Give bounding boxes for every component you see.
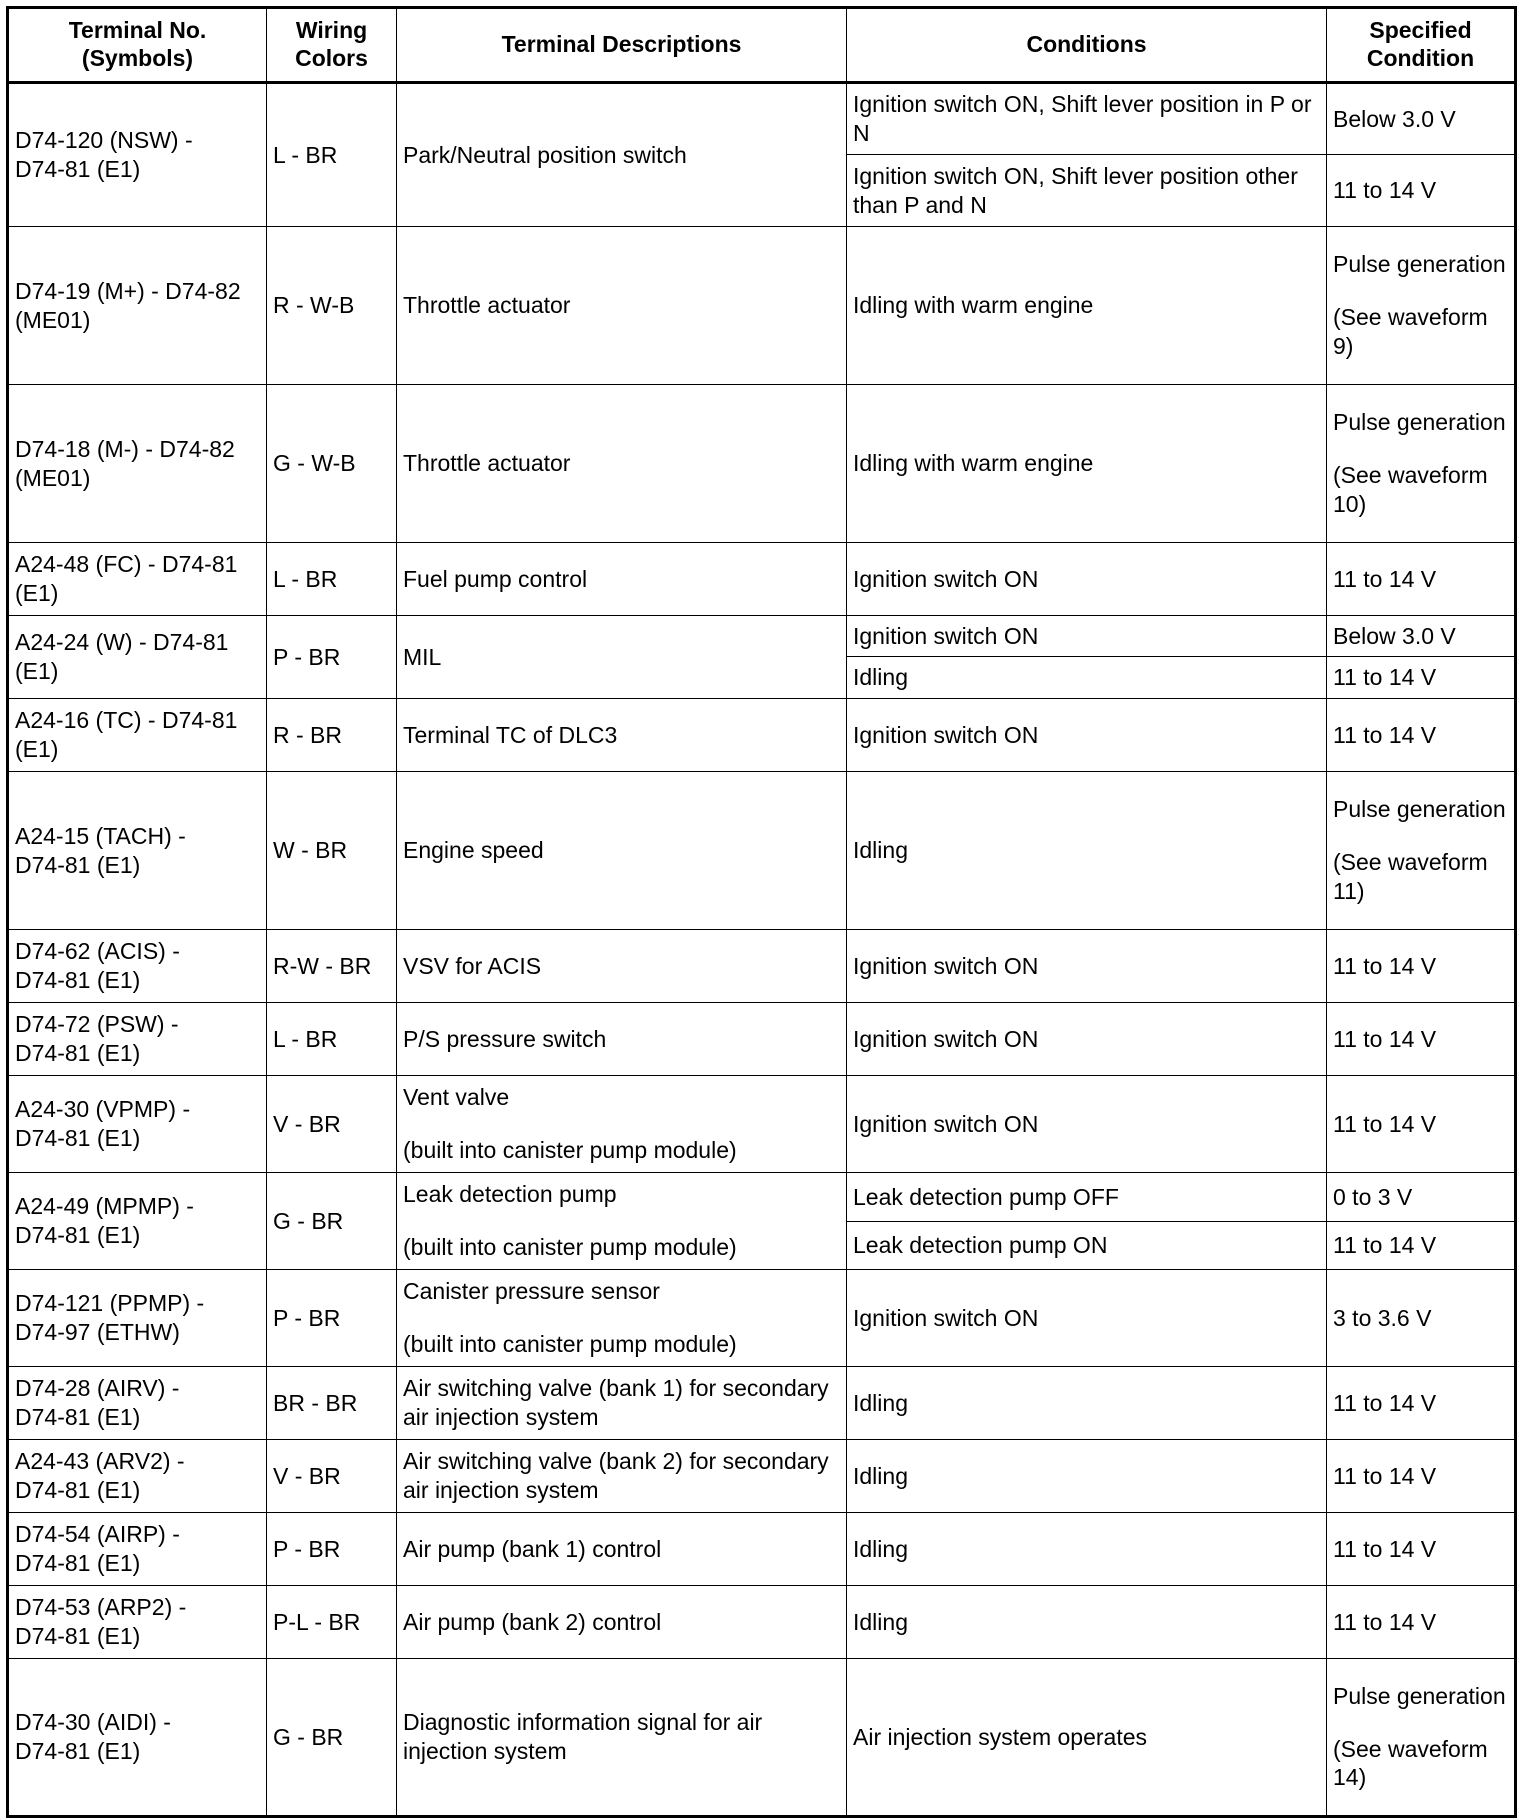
terminal-cell (8, 1586, 267, 1659)
spec-cell (1327, 1003, 1516, 1076)
condition-cell: Idling (847, 1367, 1327, 1440)
spec-line: 11 to 14 V (1333, 177, 1437, 204)
line-gap (1333, 437, 1508, 461)
spec-line: 11 to 14 V (1333, 1535, 1437, 1562)
wiring-color-cell: W - BR (267, 772, 397, 930)
terminal-line: D74-18 (M-) - D74-82 (15, 435, 235, 462)
terminal-line: A24-48 (FC) - D74-81 (15, 551, 238, 578)
header-row (8, 8, 1516, 83)
wiring-color-cell: R - BR (267, 699, 397, 772)
description-line: Throttle actuator (403, 450, 571, 477)
condition-cell: Idling (847, 1586, 1327, 1659)
terminal-line: D74-121 (PPMP) - (15, 1290, 205, 1317)
table-row (8, 1586, 1516, 1659)
terminal-cell (8, 1173, 267, 1270)
terminal-line: D74-120 (NSW) - (15, 127, 193, 154)
condition-cell: Idling (847, 1513, 1327, 1586)
description-cell (397, 1076, 847, 1173)
terminal-line: D74-53 (ARP2) - (15, 1594, 187, 1621)
table-row (8, 1173, 1516, 1222)
terminal-line: D74-19 (M+) - D74-82 (15, 277, 241, 304)
condition-cell: Leak detection pump OFF (847, 1173, 1327, 1222)
spec-cell (1327, 1586, 1516, 1659)
condition-cell: Air injection system operates (847, 1659, 1327, 1817)
spec-line: Pulse generation (1333, 1682, 1506, 1709)
terminal-cell (8, 543, 267, 616)
spec-line: 11 to 14 V (1333, 1110, 1437, 1137)
description-cell (397, 227, 847, 385)
wiring-color-cell: V - BR (267, 1076, 397, 1173)
condition-cell: Idling with warm engine (847, 227, 1327, 385)
spec-cell (1327, 1270, 1516, 1367)
wiring-color-cell: L - BR (267, 543, 397, 616)
terminal-line: D74-97 (ETHW) (15, 1319, 180, 1345)
terminal-cell (8, 227, 267, 385)
terminal-cell (8, 772, 267, 930)
wiring-color-cell: V - BR (267, 1440, 397, 1513)
spec-cell (1327, 930, 1516, 1003)
description-cell (397, 1440, 847, 1513)
table-row (8, 616, 1516, 657)
table-row (8, 385, 1516, 543)
terminal-line: D74-72 (PSW) - (15, 1011, 179, 1038)
terminal-line: A24-43 (ARV2) - (15, 1448, 185, 1475)
table-row (8, 1659, 1516, 1817)
terminal-cell (8, 1440, 267, 1513)
spec-line: 11 to 14 V (1333, 565, 1437, 592)
wiring-color-cell: G - BR (267, 1659, 397, 1817)
header-description: Terminal Descriptions (397, 8, 847, 83)
terminal-line: (E1) (15, 658, 59, 684)
terminal-cell (8, 1513, 267, 1586)
terminal-cell (8, 616, 267, 699)
spec-line: 11 to 14 V (1333, 1608, 1437, 1635)
line-gap (1333, 1711, 1508, 1735)
terminal-cell (8, 1659, 267, 1817)
condition-cell: Ignition switch ON (847, 1003, 1327, 1076)
terminal-line: D74-62 (ACIS) - (15, 938, 180, 965)
description-line: Engine speed (403, 837, 544, 864)
wiring-color-cell: L - BR (267, 83, 397, 227)
line-gap (403, 1306, 840, 1330)
terminal-line: D74-81 (E1) (15, 967, 141, 993)
description-cell (397, 616, 847, 699)
description-line: (built into canister pump module) (403, 1331, 737, 1357)
terminal-cell (8, 1270, 267, 1367)
spec-line: Below 3.0 V (1333, 622, 1456, 649)
spec-cell (1327, 543, 1516, 616)
terminal-line: (ME01) (15, 306, 91, 333)
spec-cell (1327, 227, 1516, 385)
terminal-line: D74-81 (E1) (15, 1477, 141, 1503)
condition-cell: Ignition switch ON (847, 1076, 1327, 1173)
line-gap (1333, 279, 1508, 303)
header-conditions: Conditions (847, 8, 1327, 83)
terminal-line: A24-15 (TACH) - (15, 822, 186, 849)
spec-line: 11 to 14 V (1333, 1389, 1437, 1416)
wiring-color-cell: L - BR (267, 1003, 397, 1076)
description-line: Air pump (bank 2) control (403, 1608, 662, 1635)
header-wiring: Wiring Colors (267, 8, 397, 83)
spec-cell (1327, 1222, 1516, 1270)
description-line: (built into canister pump module) (403, 1137, 737, 1163)
condition-cell: Ignition switch ON (847, 930, 1327, 1003)
wiring-color-cell: P - BR (267, 1513, 397, 1586)
spec-cell (1327, 83, 1516, 155)
table-row (8, 1367, 1516, 1440)
terminal-line: D74-28 (AIRV) - (15, 1375, 180, 1402)
spec-line: 11 to 14 V (1333, 664, 1437, 691)
table-row (8, 1440, 1516, 1513)
condition-cell: Ignition switch ON, Shift lever position other than P and N (847, 155, 1327, 227)
table-row (8, 772, 1516, 930)
spec-line: 11 to 14 V (1333, 1025, 1437, 1052)
description-line: (built into canister pump module) (403, 1234, 737, 1260)
spec-cell (1327, 1513, 1516, 1586)
description-line: Throttle actuator (403, 292, 571, 319)
spec-cell (1327, 1659, 1516, 1817)
wiring-color-cell: R-W - BR (267, 930, 397, 1003)
spec-line: 3 to 3.6 V (1333, 1304, 1432, 1331)
terminal-line: D74-81 (E1) (15, 1404, 141, 1430)
description-line: VSV for ACIS (403, 952, 542, 979)
terminal-line: A24-49 (MPMP) - (15, 1193, 194, 1220)
wiring-color-cell: BR - BR (267, 1367, 397, 1440)
terminal-line: D74-81 (E1) (15, 156, 141, 182)
spec-line: 11 to 14 V (1333, 952, 1437, 979)
condition-cell: Ignition switch ON (847, 543, 1327, 616)
condition-cell: Idling with warm engine (847, 385, 1327, 543)
spec-line: (See waveform 14) (1333, 1735, 1488, 1791)
terminal-line: A24-24 (W) - D74-81 (15, 629, 229, 656)
condition-cell: Idling (847, 1440, 1327, 1513)
table-row (8, 1513, 1516, 1586)
terminal-line: D74-54 (AIRP) - (15, 1521, 180, 1548)
description-cell (397, 1173, 847, 1270)
spec-line: Pulse generation (1333, 251, 1506, 278)
description-line: Terminal TC of DLC3 (403, 721, 618, 748)
description-cell (397, 1003, 847, 1076)
line-gap (403, 1112, 840, 1136)
spec-line: Pulse generation (1333, 796, 1506, 823)
spec-line: Pulse generation (1333, 409, 1506, 436)
terminal-cell (8, 699, 267, 772)
description-cell (397, 1586, 847, 1659)
description-line: Park/Neutral position switch (403, 141, 687, 168)
spec-cell (1327, 657, 1516, 699)
description-line: Leak detection pump (403, 1181, 617, 1208)
description-line: Air switching valve (bank 2) for secondary air injection system (403, 1448, 829, 1503)
terminal-line: D74-81 (E1) (15, 1738, 141, 1764)
table-row (8, 543, 1516, 616)
terminal-line: D74-81 (E1) (15, 851, 141, 878)
spec-cell (1327, 385, 1516, 543)
terminal-line: D74-81 (E1) (15, 1222, 141, 1248)
spec-cell (1327, 1440, 1516, 1513)
spec-line: 11 to 14 V (1333, 721, 1437, 748)
terminal-line: A24-30 (VPMP) - (15, 1096, 191, 1123)
description-line: Vent valve (403, 1084, 510, 1111)
description-line: MIL (403, 643, 442, 670)
spec-cell (1327, 1173, 1516, 1222)
terminal-line: D74-81 (E1) (15, 1040, 141, 1066)
terminal-line: (ME01) (15, 464, 91, 491)
spec-line: (See waveform 11) (1333, 849, 1488, 904)
condition-cell: Ignition switch ON (847, 1270, 1327, 1367)
terminal-line: A24-16 (TC) - D74-81 (15, 707, 238, 734)
table-row (8, 699, 1516, 772)
description-line: Canister pressure sensor (403, 1278, 660, 1305)
terminal-cell (8, 1076, 267, 1173)
description-cell (397, 543, 847, 616)
spec-line: 11 to 14 V (1333, 1232, 1437, 1259)
description-line: P/S pressure switch (403, 1025, 607, 1052)
description-line: Fuel pump control (403, 565, 588, 592)
terminal-line: (E1) (15, 580, 59, 606)
description-cell (397, 1659, 847, 1817)
condition-cell: Ignition switch ON (847, 616, 1327, 657)
condition-cell: Idling (847, 657, 1327, 699)
spec-line: 0 to 3 V (1333, 1183, 1413, 1210)
table-row (8, 930, 1516, 1003)
table-row (8, 1003, 1516, 1076)
terminal-line: D74-30 (AIDI) - (15, 1709, 171, 1736)
line-gap (1333, 824, 1508, 848)
spec-cell (1327, 155, 1516, 227)
spec-cell (1327, 1367, 1516, 1440)
terminal-line: D74-81 (E1) (15, 1550, 141, 1576)
table-row (8, 83, 1516, 155)
spec-line: (See waveform 9) (1333, 304, 1488, 359)
header-spec: Specified Condition (1327, 8, 1516, 83)
wiring-color-cell: R - W-B (267, 227, 397, 385)
table-row (8, 1270, 1516, 1367)
terminal-cell (8, 83, 267, 227)
table-row (8, 1076, 1516, 1173)
spec-line: (See waveform 10) (1333, 462, 1488, 517)
spec-cell (1327, 699, 1516, 772)
wiring-color-cell: G - BR (267, 1173, 397, 1270)
description-cell (397, 385, 847, 543)
spec-line: 11 to 14 V (1333, 1462, 1437, 1489)
terminal-line: (E1) (15, 736, 59, 762)
spec-cell (1327, 1076, 1516, 1173)
condition-cell: Leak detection pump ON (847, 1222, 1327, 1270)
line-gap (403, 1209, 840, 1233)
terminal-spec-table (6, 6, 1517, 1818)
wiring-color-cell: P - BR (267, 616, 397, 699)
condition-cell: Ignition switch ON (847, 699, 1327, 772)
terminal-line: D74-81 (E1) (15, 1125, 141, 1151)
spec-line: Below 3.0 V (1333, 105, 1456, 132)
description-cell (397, 1513, 847, 1586)
description-line: Air switching valve (bank 1) for secondary air injection system (403, 1375, 829, 1430)
terminal-cell (8, 930, 267, 1003)
description-line: Air pump (bank 1) control (403, 1535, 662, 1562)
table-row (8, 227, 1516, 385)
condition-cell: Idling (847, 772, 1327, 930)
description-cell (397, 930, 847, 1003)
description-cell (397, 1270, 847, 1367)
wiring-color-cell: P-L - BR (267, 1586, 397, 1659)
condition-cell: Ignition switch ON, Shift lever position in P or N (847, 83, 1327, 155)
table-body (8, 83, 1516, 1817)
description-cell (397, 772, 847, 930)
description-cell (397, 699, 847, 772)
wiring-color-cell: P - BR (267, 1270, 397, 1367)
description-line: Diagnostic information signal for air injection system (403, 1709, 763, 1764)
terminal-cell (8, 1003, 267, 1076)
description-cell (397, 83, 847, 227)
wiring-color-cell: G - W-B (267, 385, 397, 543)
terminal-line: D74-81 (E1) (15, 1623, 141, 1649)
header-terminal: Terminal No. (Symbols) (8, 8, 267, 83)
terminal-cell (8, 385, 267, 543)
spec-cell (1327, 616, 1516, 657)
description-cell (397, 1367, 847, 1440)
terminal-cell (8, 1367, 267, 1440)
spec-cell (1327, 772, 1516, 930)
